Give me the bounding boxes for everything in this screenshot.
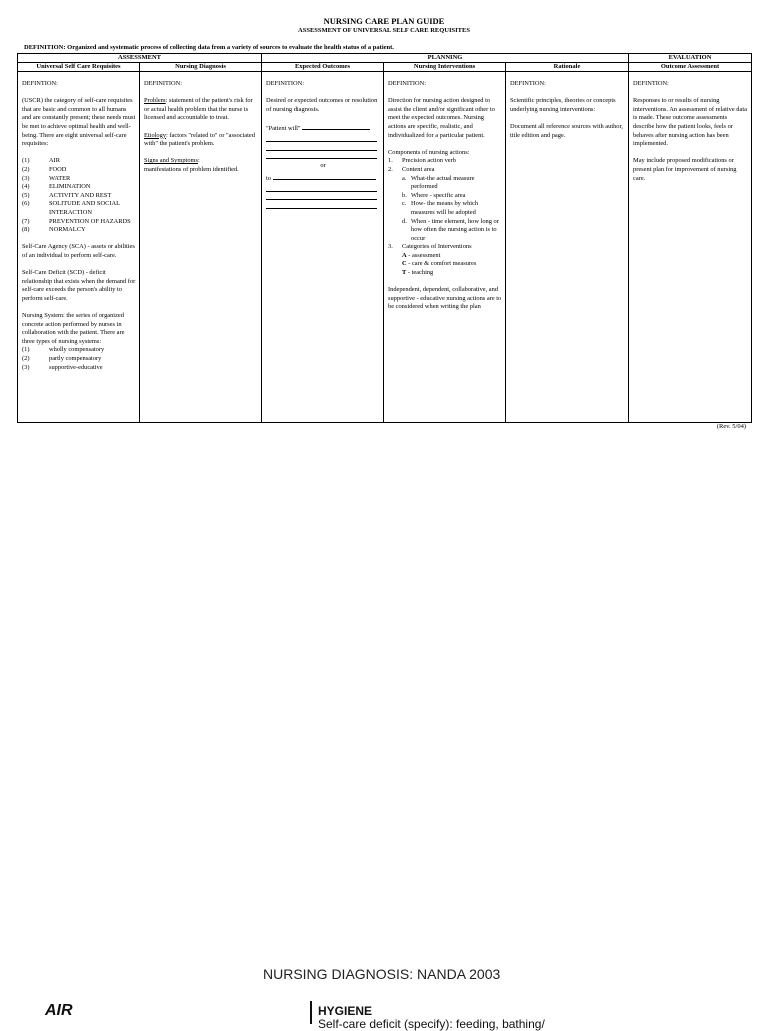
cell-outcome-assessment — [629, 72, 752, 423]
cell-rationale — [506, 72, 629, 423]
scd-definition: Self-Care Deficit (SCD) - deficit relationship that exists when the demand for self-care exceeds the person's ability to perform self-care. — [22, 269, 136, 302]
group-header-row — [18, 54, 752, 63]
list-item: (5) ACTIVITY AND REST — [22, 191, 112, 199]
outcomes-definition: Desired or expected outcomes or resolution of nursing diagnosis. — [266, 97, 378, 113]
etiology-definition: Etiology: factors "related to" or "associated with" the patient's problem. — [144, 131, 255, 148]
list-item: (1) wholly compensatory — [22, 346, 105, 354]
table-row — [18, 72, 752, 423]
outcome-assessment-definition: Responses to or results of nursing interventions. An assessment of relative data is made. These outcome assessments describe how the patient looks, feels or behaves after nursing action has been implemented. — [633, 97, 747, 148]
signs-symptoms-text: manifestations of problem identified. — [144, 165, 239, 173]
cell-heading: DEFINTION: — [510, 80, 546, 87]
list-item: 1. Precision action verb — [388, 157, 456, 165]
cell-heading: DEFINTION: — [633, 80, 669, 87]
group-evaluation: EVALUATION — [629, 54, 752, 63]
column-header: Rationale — [506, 63, 629, 72]
list-item: a. What-the actual measure performed — [402, 174, 475, 191]
blank-line — [266, 142, 377, 151]
column-header: Nursing Interventions — [384, 63, 506, 72]
next-page-hygiene-label: HYGIENE — [318, 1004, 373, 1018]
cell-heading: DEFINITION: — [266, 80, 304, 87]
blank-line — [266, 134, 377, 143]
patient-will-line: "Patient will" — [266, 123, 380, 134]
column-header: Nursing Diagnosis — [140, 63, 262, 72]
blank-line — [266, 200, 377, 209]
category-item: T - teaching — [402, 269, 434, 277]
sca-definition: Self-Care Agency (SCA) - assets or abilities of an individual to perform self-care. — [22, 243, 135, 259]
list-item: (4) ELIMINATION — [22, 183, 91, 191]
outcome-assessment-note: May include proposed modifications or present plan for improvement of nursing care. — [633, 157, 737, 182]
blank-line — [266, 192, 377, 201]
cell-heading: DEFINTION: — [22, 80, 58, 87]
interventions-definition: Direction for nursing action designed to assist the client and/or significant other to meet the expected outcomes. Nursing actions are specific, realistic, and individualized for a particular patient. — [388, 97, 495, 139]
category-item: C - care & comfort measures — [402, 260, 477, 268]
next-page-divider — [310, 1001, 312, 1024]
list-item: (7) PREVENTION OF HAZARDS — [22, 217, 131, 225]
rationale-note: Document all reference sources with author, title edition and page. — [510, 122, 623, 139]
list-item: 3. Categories of Interventions — [388, 243, 472, 251]
next-page-air-label: AIR — [45, 1002, 73, 1019]
cell-nursing-interventions — [384, 72, 506, 423]
blank-line — [266, 183, 377, 192]
column-header: Outcome Assessment — [629, 63, 752, 72]
column-header: Universal Self Care Requisites — [18, 63, 140, 72]
list-item: c. How- the means by which measures will be adopted — [402, 200, 479, 216]
rationale-definition: Scientific principles, theories or concepts underlying nursing interventions: — [510, 97, 616, 113]
cell-expected-outcomes — [262, 72, 384, 423]
components-heading: Components of nursing actions: — [388, 148, 470, 156]
cell-heading: DEFINITION: — [144, 80, 182, 87]
signs-symptoms-label: Signs and Symptoms: — [144, 157, 200, 165]
list-item: b. Where - specific area — [402, 191, 466, 199]
cell-self-care-requisites — [18, 72, 140, 423]
column-header-row — [18, 63, 752, 72]
requisites-list — [22, 157, 136, 234]
list-item: 2. Content area — [388, 165, 435, 173]
list-item: (3) WATER — [22, 174, 71, 182]
cell-nursing-diagnosis — [140, 72, 262, 423]
uscr-definition: (USCR) the category of self-care requisites that are basic and common to all humans and are constantly present; these needs must be met to achieve optimal health and well-being. There are eight universal self-care requisites: — [22, 97, 136, 148]
blank-line — [266, 151, 377, 160]
or-label: or — [320, 162, 326, 170]
group-assessment: ASSESSMENT — [18, 54, 262, 63]
problem-definition: Problem: statement of the patient's risk for or actual health problem that the nurse is licensed and accountable to treat. — [144, 97, 253, 122]
page-title: NURSING CARE PLAN GUIDE — [323, 16, 445, 26]
column-header: Expected Outcomes — [262, 63, 384, 72]
group-planning: PLANNING — [262, 54, 629, 63]
next-page-heading: NURSING DIAGNOSIS: NANDA 2003 — [263, 966, 501, 982]
to-line: to — [266, 173, 380, 184]
next-page-hygiene-text: Self-care deficit (specify): feeding, bathing/ — [318, 1017, 545, 1031]
list-item: (1) AIR — [22, 157, 61, 165]
interventions-closing: Independent, dependent, collaborative, and supportive - educative nursing actions are to be considered when writing the plan — [388, 286, 502, 311]
nursing-systems-list — [22, 346, 136, 372]
list-item: (6) SOLITUDE AND SOCIAL INTERACTION — [22, 200, 120, 216]
list-item: (2) FOOD — [22, 165, 67, 173]
page-subtitle: ASSESSMENT OF UNIVERSAL SELF CARE REQUISITES — [298, 27, 470, 34]
care-plan-table — [17, 53, 752, 423]
nursing-system-definition: Nursing System: the series of organized concrete action performed by nurses in collaboration with the patient. There are three types of nursing systems: — [22, 312, 125, 345]
list-item: d. When - time element, how long or how often the nursing action is to occur — [402, 217, 499, 242]
revision-note: (Rev. 5/04) — [716, 423, 746, 430]
list-item: (8) NORMALCY — [22, 226, 86, 234]
cell-heading: DEFINITION: — [388, 80, 426, 87]
list-item: (3) supportive-educative — [22, 363, 103, 371]
list-item: (2) partly compensatory — [22, 355, 102, 362]
category-item: A - assessment — [402, 251, 441, 259]
definition-line: DEFINITION: Organized and systematic process of collecting data from a variety of sources to evaluate the health status of a patient. — [24, 44, 394, 51]
